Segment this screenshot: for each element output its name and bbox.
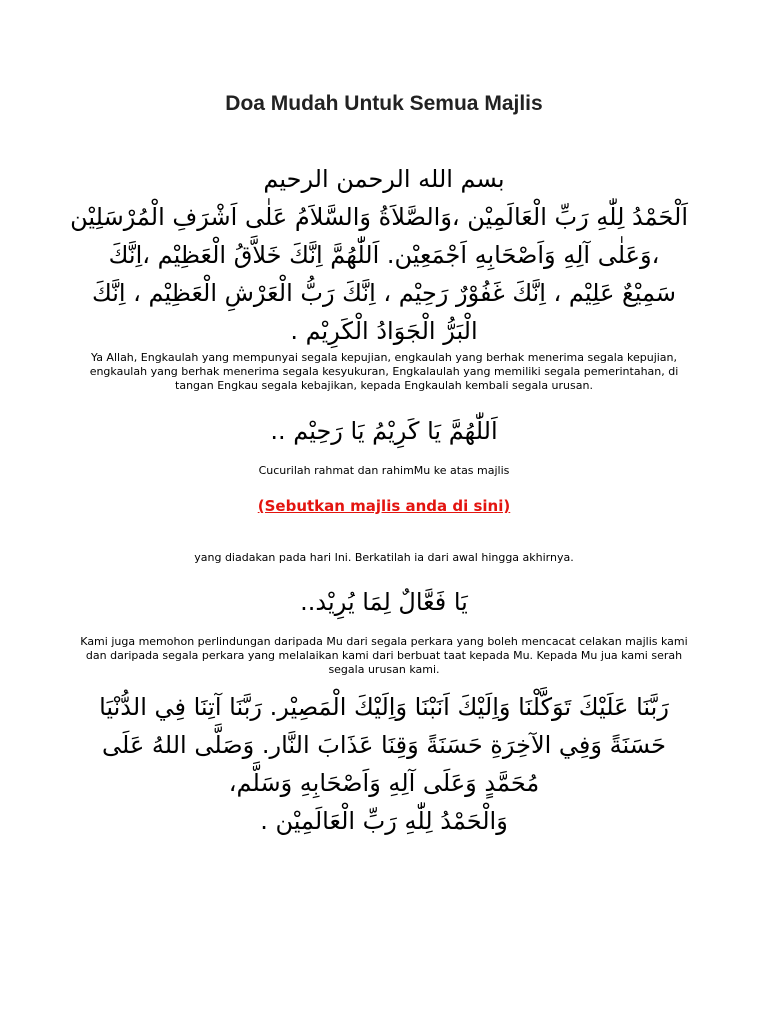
arabic-dua-line bbox=[80, 412, 688, 450]
yang-diadakan-text: yang diadakan pada hari Ini. Berkatilah ia dari awal hingga akhirnya. bbox=[194, 551, 574, 564]
arabic-line: اَلْحَمْدُ لِلّٰهِ رَبِّ الْعَالَمِيْن ،وَالصَّلاَةُ وَالسَّلاَمُ عَلٰى اَشْرَفِ الْمُرْسَلِيْن bbox=[70, 203, 688, 231]
majlis-placeholder-text: (Sebutkan majlis anda di sini) bbox=[257, 497, 511, 515]
translation-paragraph-1: Ya Allah, Engkaulah yang mempunyai segala kepujian, engkaulah yang berhak menerima segala kepujian, engkaulah yang berhak menerima segala kesyukuran, Engkalaulah yang memiliki segala pemerintahan, di tangan Engkau segala kebajikan, kepada Engkaulah kembali segala urusan. bbox=[89, 351, 679, 392]
arabic-opening-prayer bbox=[70, 160, 688, 350]
arabic-line: ،وَعَلٰى آلِهِ وَاَصْحَابِهِ اَجْمَعِيْن. اَللّٰهُمَّ اِنَّكَ خَلاَّقُ الْعَظِيْم ،اِنَّكَ bbox=[108, 241, 660, 269]
arabic-line: بسم الله الرحمن الرحيم bbox=[263, 165, 505, 193]
arabic-line: وَالْحَمْدُ لِلّٰهِ رَبِّ الْعَالَمِيْن . bbox=[260, 807, 508, 835]
arabic-line: الْبَرُّ الْجَوَادُ الْكَرِيْم . bbox=[290, 317, 478, 345]
page-title: Doa Mudah Untuk Semua Majlis bbox=[225, 92, 543, 115]
arabic-line: مُحَمَّدٍ وَعَلَى آلِهِ وَاَصْحَابِهِ وَسَلَّم، bbox=[228, 769, 540, 797]
arabic-ya-fa-al-line bbox=[80, 583, 688, 621]
majlis-placeholder bbox=[80, 497, 688, 515]
arabic-closing-prayer bbox=[80, 688, 688, 840]
cucurilah-text: Cucurilah rahmat dan rahimMu ke atas majlis bbox=[258, 464, 510, 477]
arabic-line: يَا فَعَّالٌ لِمَا يُرِيْد.. bbox=[300, 588, 468, 616]
arabic-line: حَسَنَةً وَفِي الآخِرَةِ حَسَنَةً وَقِنَا عَذَابَ النَّار. وَصَلَّى اللهُ عَلَى bbox=[102, 731, 666, 759]
translation-paragraph-2: Kami juga memohon perlindungan daripada Mu dari segala perkara yang boleh mencacat celakan majlis kami dan daripada segala perkara yang melalaikan kami dari berbuat taat kepada Mu. Kepada Mu jua kami serah segala urusan kami. bbox=[80, 635, 688, 676]
arabic-line: سَمِيْعٌ عَلِيْم ، اِنَّكَ غَفُوْرٌ رَحِيْم ، اِنَّكَ رَبُّ الْعَرْشِ الْعَظِيْم ، اِنَّكَ bbox=[91, 279, 677, 307]
arabic-line: رَبَّنَا عَلَيْكَ تَوَكَّلْنَا وَاِلَيْكَ اَنَبْنَا وَاِلَيْكَ الْمَصِيْر. رَبَّنَا آتِنَا فِي الدُّنْيَا bbox=[99, 693, 669, 721]
arabic-line: اَللّٰهُمَّ يَا كَرِيْمُ يَا رَحِيْم .. bbox=[270, 417, 498, 445]
